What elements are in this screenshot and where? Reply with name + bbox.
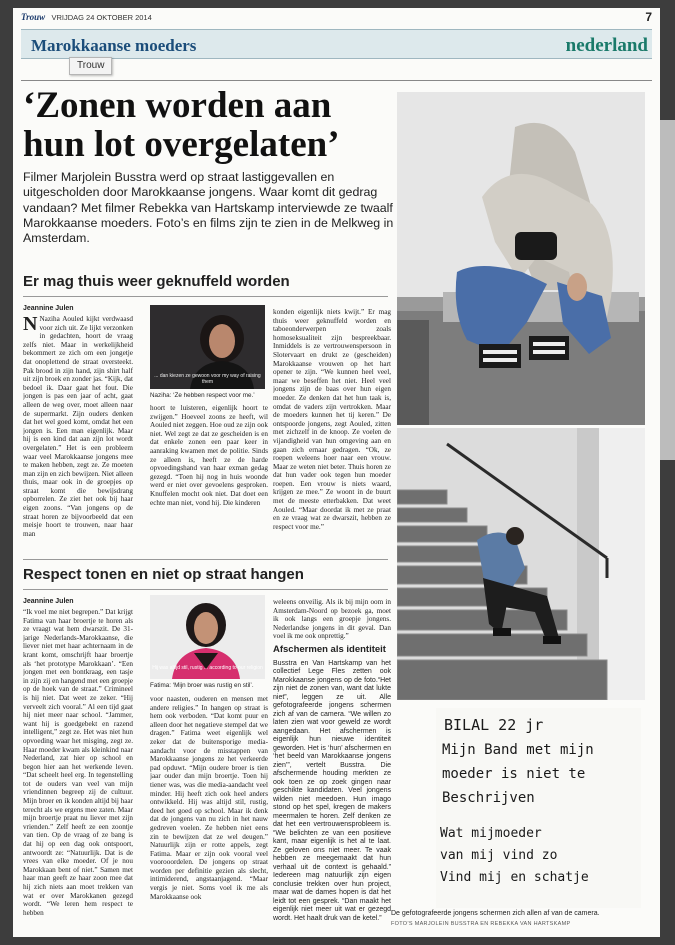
section2-column-2: voor naasten, ouderen en mensen met andere religies.” In hangen op straat is hem ook verboden. “Dat komt puur en alleen door het negatieve stempel dat we dragen.” Fatima weet eigenlijk wel zeker dat de buitensporige media-aandacht voor de misstappen van Marokkaanse jongens ze het verkeerde pad opduwt. “Mijn oudere broer is tien jaar ouder dan mijn broertje. Toen hij tiener was, was die media-aandacht veel minder. Hij heeft zich ook heel anders ontwikkeld. Hij was altijd stil, rustig, deed het goed op school. Maar ik denk dat de jongens van nu zich in het nauw gedreven voelen. Ze hebben niet eens zin te bewijzen dat ze wel deugen.” Natuurlijk zijn er rotte appels, zegt Fatima. Maar er zijn ook vooral veel voorooordelen. De jongens op straat worden per definitie gezien als slecht, intimiderend, angstaanjagend. “Maar vergis je niet. Soms voel ik me als Marokkaanse ook	[150, 695, 268, 901]
headline: ‘Zonen worden aan hun lot overgelaten’	[23, 85, 340, 165]
stairs-photo-icon	[397, 428, 645, 700]
section2-byline: Jeannine Julen	[23, 598, 74, 605]
section2-title: Respect tonen en niet op straat hangen	[23, 566, 304, 583]
section1-col1-text: Naziha Aouled kijkt verdwaasd voor zich uit. Ze lijkt verzonken in gedachten, hoort de vraag zelfs niet. Maar in werkelijkheid bekommert ze zich om een jongetje dat onoplettend de straat oversteekt. Pak brood in zijn hand, zijn shirt half uit zijn broek en zonder jas. “Kijk, dat bedoel ik. Daar gaat het fout. Die jongen is pas een jaar of acht, gaat alleen de weg over, moet alleen naar de supermarkt. Zijn ouders denken dat het wel goed komt, omdat het een jongen is. Een man eigenlijk. Maar hij is een kind dat aan zijn lot wordt overgelaten.” Het is een probleem waar veel Marokkaanse jongens mee te maken hebben, zegt ze. Ze moeten man zijn en zich bewijzen. Niet alleen thuis, maar ook in de groepjes op straat komt die bewijsdrang opborrelen. Ze ziet het ook bij haar eigen zoons. “Van jongens op de straat horen ze bijvoorbeeld dat een meisje hoort te trouwen, naar haar man	[23, 315, 133, 538]
still-subtitle: Hij was altijd stil, rustig ... according to our religion	[152, 665, 263, 671]
handwritten-sign	[436, 708, 641, 908]
sign-line: moeder is niet te	[442, 766, 586, 782]
section2-col3-text-a: weleens onveilig. Als ik bij mijn oom in Amsterdam-Noord op bezoek ga, moet ik ook langs een groepje jongens. Nederlandse jongens in dit geval. Dan voel ik me ook onprettig.”	[273, 598, 391, 641]
hooded-man-photo-icon	[397, 92, 645, 425]
background-strip	[660, 120, 675, 460]
hover-tooltip: Trouw	[69, 57, 112, 75]
sign-line: Wat mijmoeder	[440, 826, 542, 841]
photo-hooded-man	[397, 92, 645, 425]
section-banner	[21, 29, 652, 59]
photo-caption: De gefotografeerde jongens schermen zich allen af van de camera.	[391, 910, 600, 917]
still-subtitle: ... dan kiezen ze gewoon voor my way of raising them	[154, 373, 261, 385]
divider	[21, 80, 652, 81]
photo-man-on-stairs	[397, 428, 645, 700]
still-caption-fatima: Fatima: ‘Mijn broer was rustig en stil’.	[150, 682, 254, 689]
divider	[23, 559, 388, 560]
subheading: Afschermen als identiteit	[273, 643, 386, 655]
drop-cap: N	[23, 315, 38, 335]
section1-column-1	[23, 315, 133, 550]
section1-byline: Jeannine Julen	[23, 305, 74, 312]
banner-section: nederland	[565, 35, 648, 56]
section2-column-1: “Ik voel me niet begrepen.” Dat krijgt Fatima van haar broertje te horen als ze vraagt wat hem dwarszit. De 31-jarige Nederlands-Marokkaanse, die liever niet met haar achternaam in de krant komt, omschrijft haar broertje als ‘het prototype Marokkaan’. “Een jongen met een bontkraag, een tasje in zijn zij en hangend met een groepje op de hoek van de straat.” Crimineel is hij niet. Dat weet ze zeker. “Hij verveelt zich vooral.” Al een tijd gaat hij niet meer naar school. “Jammer, want hij is goedgebekt en razend intelligent,” zegt ze. Het was niet hun opvoeding waar het misging, zegt ze. Haar moeder kwam als kleinkind naar Nederland, zat hier op school en begon hier aan het werkende leven. “Dat scheelt heel erg. In tegenstelling tot de ouders van veel van mijn vriendinnen begreep zij de cultuur. Mijn broer en ik konden altijd bij haar terecht als we ergens mee zaten. Maar mijn broertje praat nu liever met zijn vrienden.” Zelf heeft ze een zoontje van tien. Op de vraag of ze bang is dat hij op een dag ook ontspoort, antwoordt ze: “Natuurlijk. Dat is de vrees van elke moeder. Of je nou Marokkaan bent of niet.” Samen met haar man geeft ze haar zoon mee dat hij zich niets aan moet trekken van wat er over Marokkanen gezegd wordt. “We leren hem respect te hebben	[23, 608, 133, 917]
section2-col3-text-b: Busstra en Van Hartskamp van het collectief Lege Fles zetten ook Marokkaanse jongens op de foto.“Het zijn niet de zonen van, want dat lukte niet”, leggen ze uit. Alle gefotografeerde jongens schermen zich af van de camera. “We willen zo laten zien wat voor geweld ze wordt aangedaan. Het afschermen is eigenlijk hun nieuwe identiteit geworden. Het is ‘hun’ afschermen en ‘het beeld van Marokkaanse jongens zien’”, vertelt Busstra. Die afschermende houding merkten ze ook toen ze op zoek gingen naar geschikte kandidaten. Veel jongens wilden niet meedoen. Hun imago stond op het spel, kregen de makers meermalen te horen. Zelf denken ze dat het een vertrouwensprobleem is. “We belichten ze van een positieve kant, maar eigenlijk is het al te laat. Ze geloven ons niet meer. Te vaak hebben ze meegemaakt dat hun verhaal uit de context is gehaald.” Iedereen mag natuurlijk zijn eigen conclusie trekken over hun project, maar wat de dames hopen is dat het leidt tot een gesprek. “Dan maakt het eigenlijk niet meer uit wat er gezegd wordt. Het haalt druk van de ketel.”	[273, 659, 391, 922]
section1-column-3: konden eigenlijk niets kwijt.” Er mag thuis weer geknuffeld worden en taboeonderwerpen zoals homoseksualiteit zijn bespreekbaar. Inmiddels is ze vertrouwenspersoon in Slotervaart en drukt ze (gescheiden) Marokkaanse vrouwen op het hart opener te zijn. “We kunnen heel veel, maar we beseffen het niet. Heel veel jongens zijn de baas over hun eigen moeder. Ze denken dat het hun taak is, omdat de vaders zijn vertrokken. Maar de moeders kunnen het tij keren.” De ontspoorde jongens, zegt Aouled, zitten met zichzelf in de knoop. Ze voelen de vijandigheid van hun omgeving aan en gaan zich ernaar gedragen. “Ok, ze roepen weleens hoer naar een vrouw. Maar ze weten niet beter. Thuis horen ze dat hun vader ook tegen hun moeder roepen. Een vrouw is niets waard, krijgen ze mee.” Ze woont in de buurt met de meeste etterbakken. Dat weet Aouled. “Maar doordat ik met ze praat en ze vraag wat ze dwarszit, hebben ze respect voor me.”	[273, 308, 391, 531]
photo-fatima	[150, 595, 265, 679]
sign-line: van mij vind zo	[440, 848, 558, 863]
sign-line: Vind mij en schatje	[440, 870, 589, 885]
banner-title: Marokkaanse moeders	[31, 36, 197, 55]
photo-credit: FOTO’S MARJOLEIN BUSSTRA EN REBEKKA VAN HARTSKAMP	[391, 921, 571, 927]
newspaper-page	[13, 8, 660, 937]
still-caption-naziha: Naziha: ‘Ze hebben respect voor me.’	[150, 392, 255, 399]
sign-line: Beschrijven	[442, 790, 535, 806]
section1-title: Er mag thuis weer geknuffeld worden	[23, 273, 290, 290]
section2-column-3	[273, 598, 391, 930]
section1-column-2: hoort te luisteren, eigenlijk hoort te zwijgen.” Hoeveel zoons ze heeft, wil Aouled niet zeggen. Hoe oud ze zijn ook niet. Wel zegt ze dat ze gescheiden is en dat enkele zonen een paar keer in aanraking kwamen met de politie. Sinds ze alleen is, heeft ze de harde opvoedingshand van haar exman gedag gezegd. “Toen hij nog in huis woonde werd er niet over gevoelens gesproken. Knuffelen mocht ook niet. Dat doet een echte man niet, vond hij. Die kinderen	[150, 404, 268, 507]
masthead	[21, 12, 652, 26]
divider	[23, 589, 388, 590]
page-number: 7	[645, 10, 652, 24]
sign-line: Mijn Band met mijn	[442, 742, 594, 758]
photo-naziha	[150, 305, 265, 389]
sign-line: BILAL 22 jr	[444, 716, 544, 734]
masthead-brand: Trouw	[21, 12, 46, 22]
intro-text: Filmer Marjolein Busstra werd op straat lastiggevallen en uitgescholden door Marokkaanse jongens. Waar komt dit gedrag vandaan? Met filmer Rebekka van Hartskamp interviewde ze twaalf Marokkaanse moeders. Foto’s en films zijn te zien in de Melkweg in Amsterdam.	[23, 170, 394, 246]
masthead-date: VRIJDAG 24 OKTOBER 2014	[51, 13, 152, 22]
divider	[23, 296, 388, 297]
